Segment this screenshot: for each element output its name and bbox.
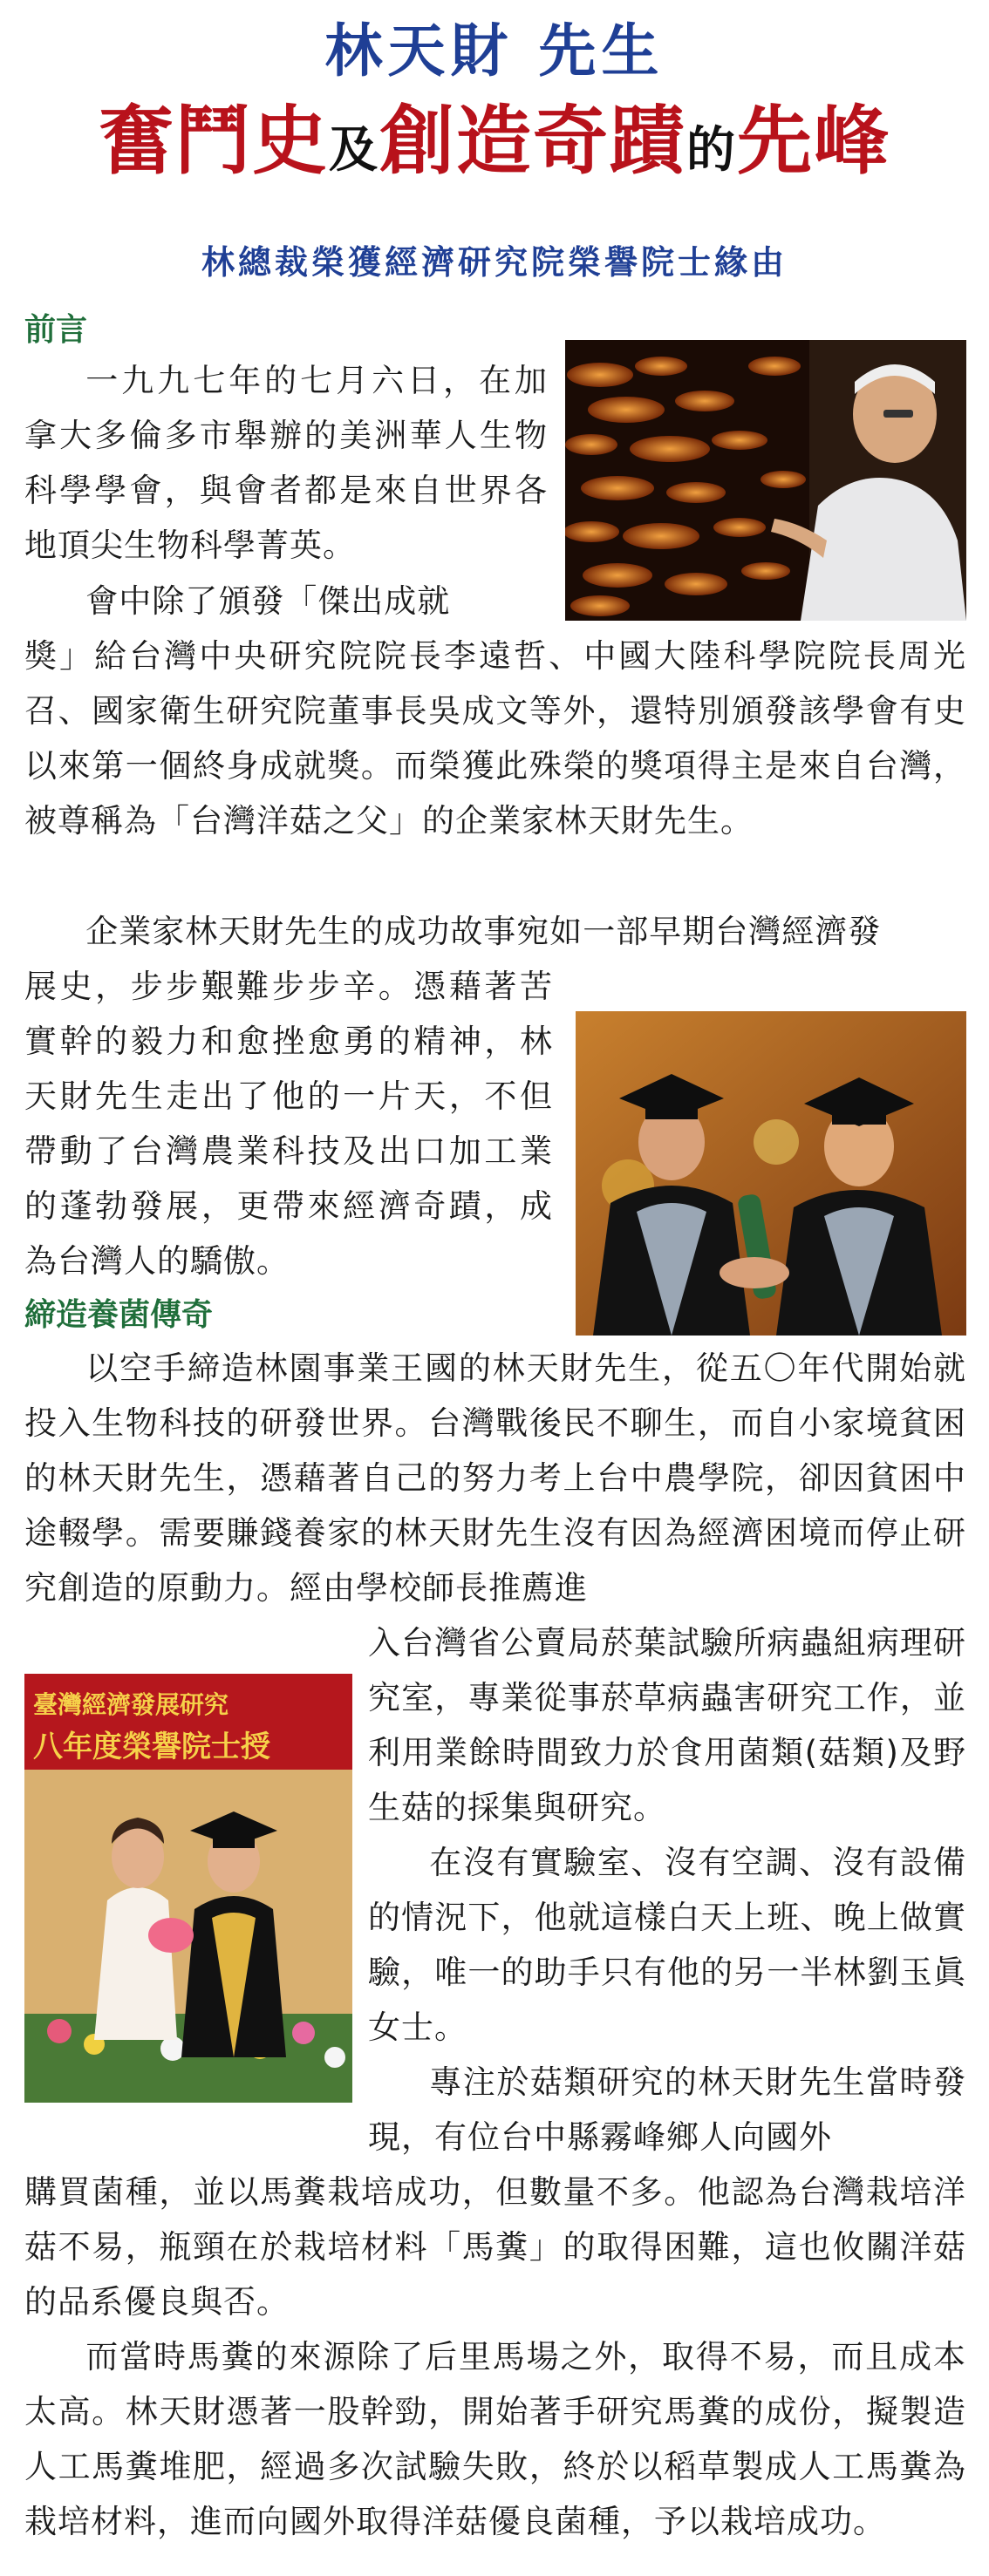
headline-part: 的 (686, 121, 737, 179)
mushroom-photo-illustration (565, 340, 966, 621)
paragraph-legend-2: 在沒有實驗室、沒有空調、沒有設備的情況下，他就這樣白天上班、晚上做實驗，唯一的助手只有他的另一半林劉玉眞女士。 (368, 1844, 966, 2046)
paragraph-preface-3: 展史，步步艱難步步辛。憑藉著苦實幹的毅力和愈挫愈勇的精神，林天財先生走出了他的一片天，不但帶動了台灣農業科技及出口加工業的蓬勃發展，更帶來經濟奇蹟，成為台灣人的驕傲。 (24, 968, 553, 1280)
paragraph-preface-2-start: 會中除了頒發「傑出成就 (85, 582, 451, 620)
headline-part: 先峰 (737, 97, 890, 185)
photo-mushroom-researcher (565, 340, 966, 621)
banner-text-1: 臺灣經濟發展研究 (33, 1690, 229, 1719)
section-heading-preface: 前言 (24, 312, 88, 348)
page-title: 林天財 先生 (324, 17, 665, 85)
section-heading-legend: 締造養菌傳奇 (24, 1297, 214, 1333)
paragraph-legend-4: 而當時馬糞的來源除了后里馬場之外，取得不易，而且成本太高。林天財憑著一股幹勁，開始著手研究馬糞的成份，擬製造人工馬糞堆肥，經過多次試驗失敗，終於以稻草製成人工馬糞為栽培材料，進而向國外取得洋菇優良菌種，予以栽培成功。 (24, 2338, 966, 2540)
paragraph-legend-3-start: 專注於菇類研究的林天財先生當時發現，有位台中縣霧峰鄉人向國外 (368, 2063, 966, 2156)
paragraph-preface-3-start: 企業家林天財先生的成功故事宛如一部早期台灣經濟發 (85, 913, 882, 950)
headline-part: 奮鬥史 (99, 97, 329, 185)
photo-academic-ceremony (576, 1011, 966, 1336)
ceremony-photo-illustration (576, 1011, 966, 1336)
page-headline (0, 98, 989, 194)
paragraph-legend-1-cont: 入台灣省公賣局菸葉試驗所病蟲組病理研究室，專業從事菸草病蟲害研究工作，並利用業餘時間致力於食用菌類(菇類)及野生菇的採集與研究。 (368, 1624, 966, 1826)
award-photo-illustration (24, 1674, 352, 2103)
paragraph-legend-1: 以空手締造林園事業王國的林天財先生，從五〇年代開始就投入生物科技的研發世界。台灣戰後民不聊生，而自小家境貧困的林天財先生，憑藉著自己的努力考上台中農學院，卻因貧困中途輟學。需要賺錢養家的林天財先生沒有因為經濟困境而停止研究創造的原動力。經由學校師長推薦進 (24, 1349, 966, 1607)
banner-text-2: 八年度榮譽院士授 (33, 1730, 270, 1764)
paragraph-preface-1: 一九九七年的七月六日，在加拿大多倫多市舉辦的美洲華人生物科學學會，與會者都是來自世界各地頂尖生物科學菁英。 (24, 362, 548, 564)
page-subtitle: 林總裁榮獲經濟研究院榮譽院士緣由 (201, 243, 788, 282)
paragraph-legend-3: 購買菌種，並以馬糞栽培成功，但數量不多。他認為台灣栽培洋菇不易，瓶頸在於栽培材料「馬糞」的取得困難，這也攸關洋菇的品系優良與否。 (24, 2173, 966, 2321)
headline-part: 創造奇蹟 (379, 97, 686, 185)
paragraph-preface-2: 獎」給台灣中央研究院院長李遠哲、中國大陸科學院院長周光召、國家衛生研究院董事長吳成文等外，還特別頒發該學會有史以來第一個終身成就獎。而榮獲此殊榮的獎項得主是來自台灣，被尊稱為「台灣洋菇之父」的企業家林天財先生。 (24, 637, 966, 839)
headline-part: 及 (329, 121, 379, 179)
photo-honorary-award (24, 1674, 352, 2103)
